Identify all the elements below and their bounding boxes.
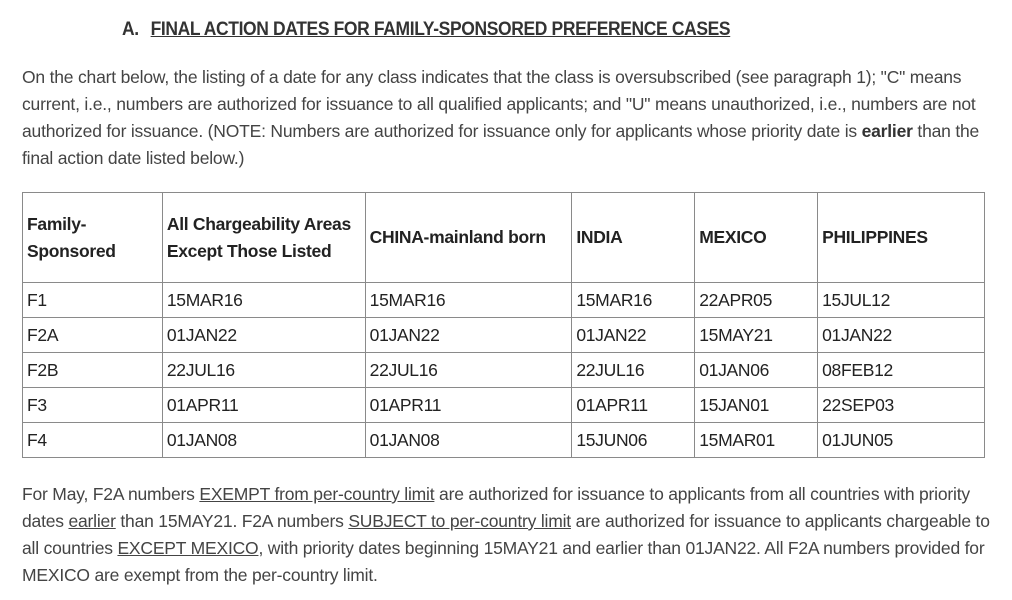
cell-philippines: 01JUN05 [818, 423, 985, 458]
header-china: CHINA-mainland born [365, 193, 572, 283]
cell-all-chargeability: 01JAN22 [162, 318, 365, 353]
section-heading [122, 19, 730, 41]
footnote-exempt-link: EXEMPT from per-country limit [199, 484, 435, 504]
cell-mexico: 15MAR01 [695, 423, 818, 458]
header-philippines: PHILIPPINES [818, 193, 985, 283]
cell-mexico: 15MAY21 [695, 318, 818, 353]
section-title: FINAL ACTION DATES FOR FAMILY-SPONSORED PREFERENCE CASES [150, 19, 731, 40]
cell-mexico: 15JAN01 [695, 388, 818, 423]
cell-mexico: 01JAN06 [695, 353, 818, 388]
cell-india: 22JUL16 [572, 353, 695, 388]
footnote-text-5: , with priority dates beginning 15MAY21 and earlier than 01JAN22. All F2A numbers provided for MEXICO are exempt from the per-country limit. [22, 538, 985, 585]
cell-mexico: 22APR05 [695, 283, 818, 318]
cell-china: 22JUL16 [365, 353, 572, 388]
footnote-text-2: are authorized for issuance to applicants from all countries with priority dates [22, 484, 970, 531]
cell-china: 15MAR16 [365, 283, 572, 318]
row-category: F2B [23, 353, 163, 388]
footnote-earlier-underline: earlier [68, 511, 116, 531]
table-row [23, 318, 985, 353]
table-row [23, 388, 985, 423]
table-row [23, 353, 985, 388]
intro-paragraph [22, 64, 990, 172]
cell-philippines: 15JUL12 [818, 283, 985, 318]
footnote-text-1: For May, F2A numbers [22, 484, 200, 504]
row-category: F3 [23, 388, 163, 423]
cell-all-chargeability: 22JUL16 [162, 353, 365, 388]
section-letter: A. [122, 19, 139, 40]
header-mexico: MEXICO [695, 193, 818, 283]
cell-china: 01JAN22 [365, 318, 572, 353]
cell-all-chargeability: 01JAN08 [162, 423, 365, 458]
table-row [23, 423, 985, 458]
cell-philippines: 01JAN22 [818, 318, 985, 353]
row-category: F2A [23, 318, 163, 353]
cell-china: 01APR11 [365, 388, 572, 423]
cell-all-chargeability: 15MAR16 [162, 283, 365, 318]
cell-philippines: 08FEB12 [818, 353, 985, 388]
cell-india: 01JAN22 [572, 318, 695, 353]
footnote-text-4: are authorized for issuance to applicants chargeable to all countries [22, 511, 990, 558]
row-category: F4 [23, 423, 163, 458]
cell-india: 01APR11 [572, 388, 695, 423]
footnote-subject-underline: SUBJECT to per-country limit [348, 511, 571, 531]
table-row [23, 283, 985, 318]
cell-india: 15JUN06 [572, 423, 695, 458]
footnote-except-mexico-underline: EXCEPT MEXICO [117, 538, 259, 558]
intro-text-1: On the chart below, the listing of a date for any class indicates that the class is oversubscribed (see paragraph 1); "C" means current, i.e., numbers are authorized for issuance to all qualified applicants; and "U" means unauthorized, i.e., numbers are not authorized for issuance. (NOTE: Numbers are authorized for issuance only for applicants whose priority date is [22, 67, 976, 141]
cell-all-chargeability: 01APR11 [162, 388, 365, 423]
header-india: INDIA [572, 193, 695, 283]
intro-emphasis: earlier [861, 121, 913, 141]
footnote-paragraph [22, 481, 990, 589]
row-category: F1 [23, 283, 163, 318]
cell-philippines: 22SEP03 [818, 388, 985, 423]
table-header-row [23, 193, 985, 283]
final-action-dates-table [22, 192, 985, 458]
header-all-chargeability: All Chargeability Areas Except Those Listed [162, 193, 365, 283]
cell-china: 01JAN08 [365, 423, 572, 458]
header-family-sponsored: Family-Sponsored [23, 193, 163, 283]
intro-text-2: than the final action date listed below.) [22, 121, 980, 168]
cell-india: 15MAR16 [572, 283, 695, 318]
footnote-text-3: than 15MAY21. F2A numbers [115, 511, 349, 531]
